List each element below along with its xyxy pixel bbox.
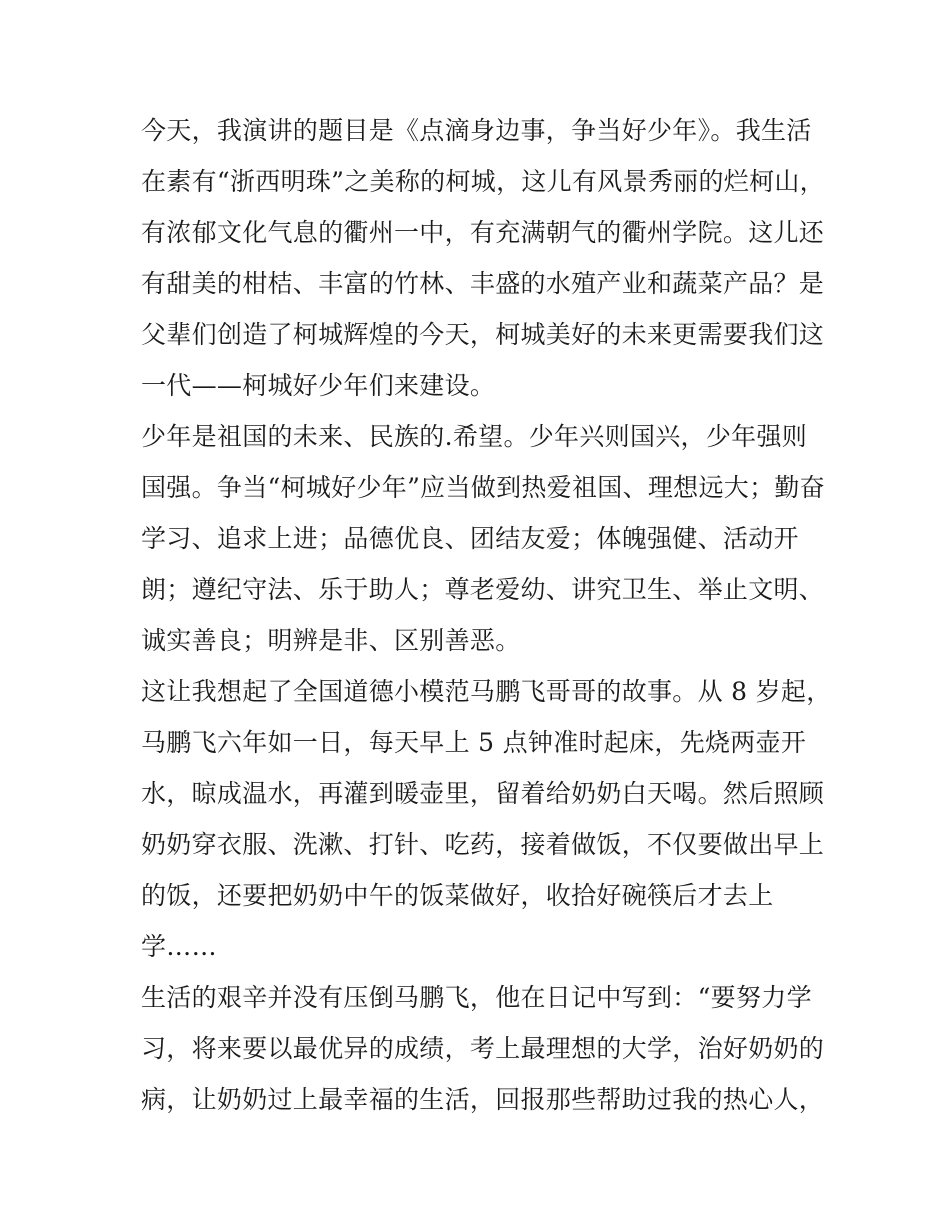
text-line: 国强。争当“柯城好少年”应当做到热爱祖国、理想远大；勤奋 — [141, 473, 825, 502]
text-line: 生活的艰辛并没有压倒马鹏飞，他在日记中写到：“要努力学 — [141, 983, 812, 1012]
text-line: 病，让奶奶过上最幸福的生活，回报那些帮助过我的热心人， — [141, 1085, 825, 1114]
text-line: 有浓郁文化气息的衢州一中，有充满朝气的衢州学院。这儿还 — [141, 218, 825, 247]
text-line: 今天，我演讲的题目是《点滴身边事，争当好少年》。我生活 — [141, 116, 812, 145]
document-body — [141, 105, 831, 1125]
text-line: 这让我想起了全国道德小模范马鹏飞哥哥的故事。从 8 岁起， — [141, 677, 832, 706]
paragraph-3 — [141, 666, 831, 972]
text-line: 诚实善良；明辨是非、区别善恶。 — [141, 626, 521, 655]
text-line: 朗；遵纪守法、乐于助人；尊老爱幼、讲究卫生、举止文明、 — [141, 575, 825, 604]
text-line: 在素有“浙西明珠”之美称的柯城，这儿有风景秀丽的烂柯山， — [141, 167, 825, 196]
text-line: 父辈们创造了柯城辉煌的今天，柯城美好的未来更需要我们这 — [141, 320, 825, 349]
text-line: 的饭，还要把奶奶中午的饭菜做好，收拾好碗筷后才去上 — [141, 881, 774, 910]
text-line: 有甜美的柑桔、丰富的竹林、丰盛的水殖产业和蔬菜产品？是 — [141, 269, 825, 298]
paragraph-1 — [141, 105, 831, 411]
text-line: 学…… — [141, 932, 217, 961]
paragraph-4 — [141, 972, 831, 1125]
text-line: 少年是祖国的未来、民族的.希望。少年兴则国兴，少年强则 — [141, 422, 808, 451]
paragraph-2 — [141, 411, 831, 666]
text-line: 马鹏飞六年如一日，每天早上 5 点钟准时起床，先烧两壶开 — [141, 728, 807, 757]
text-line: 学习、追求上进；品德优良、团结友爱；体魄强健、活动开 — [141, 524, 799, 553]
text-line: 奶奶穿衣服、洗漱、打针、吃药，接着做饭，不仅要做出早上 — [141, 830, 825, 859]
text-line: 水，晾成温水，再灌到暖壶里，留着给奶奶白天喝。然后照顾 — [141, 779, 825, 808]
text-line: 习，将来要以最优异的成绩，考上最理想的大学，治好奶奶的 — [141, 1034, 825, 1063]
text-line: 一代——柯城好少年们来建设。 — [141, 371, 496, 400]
